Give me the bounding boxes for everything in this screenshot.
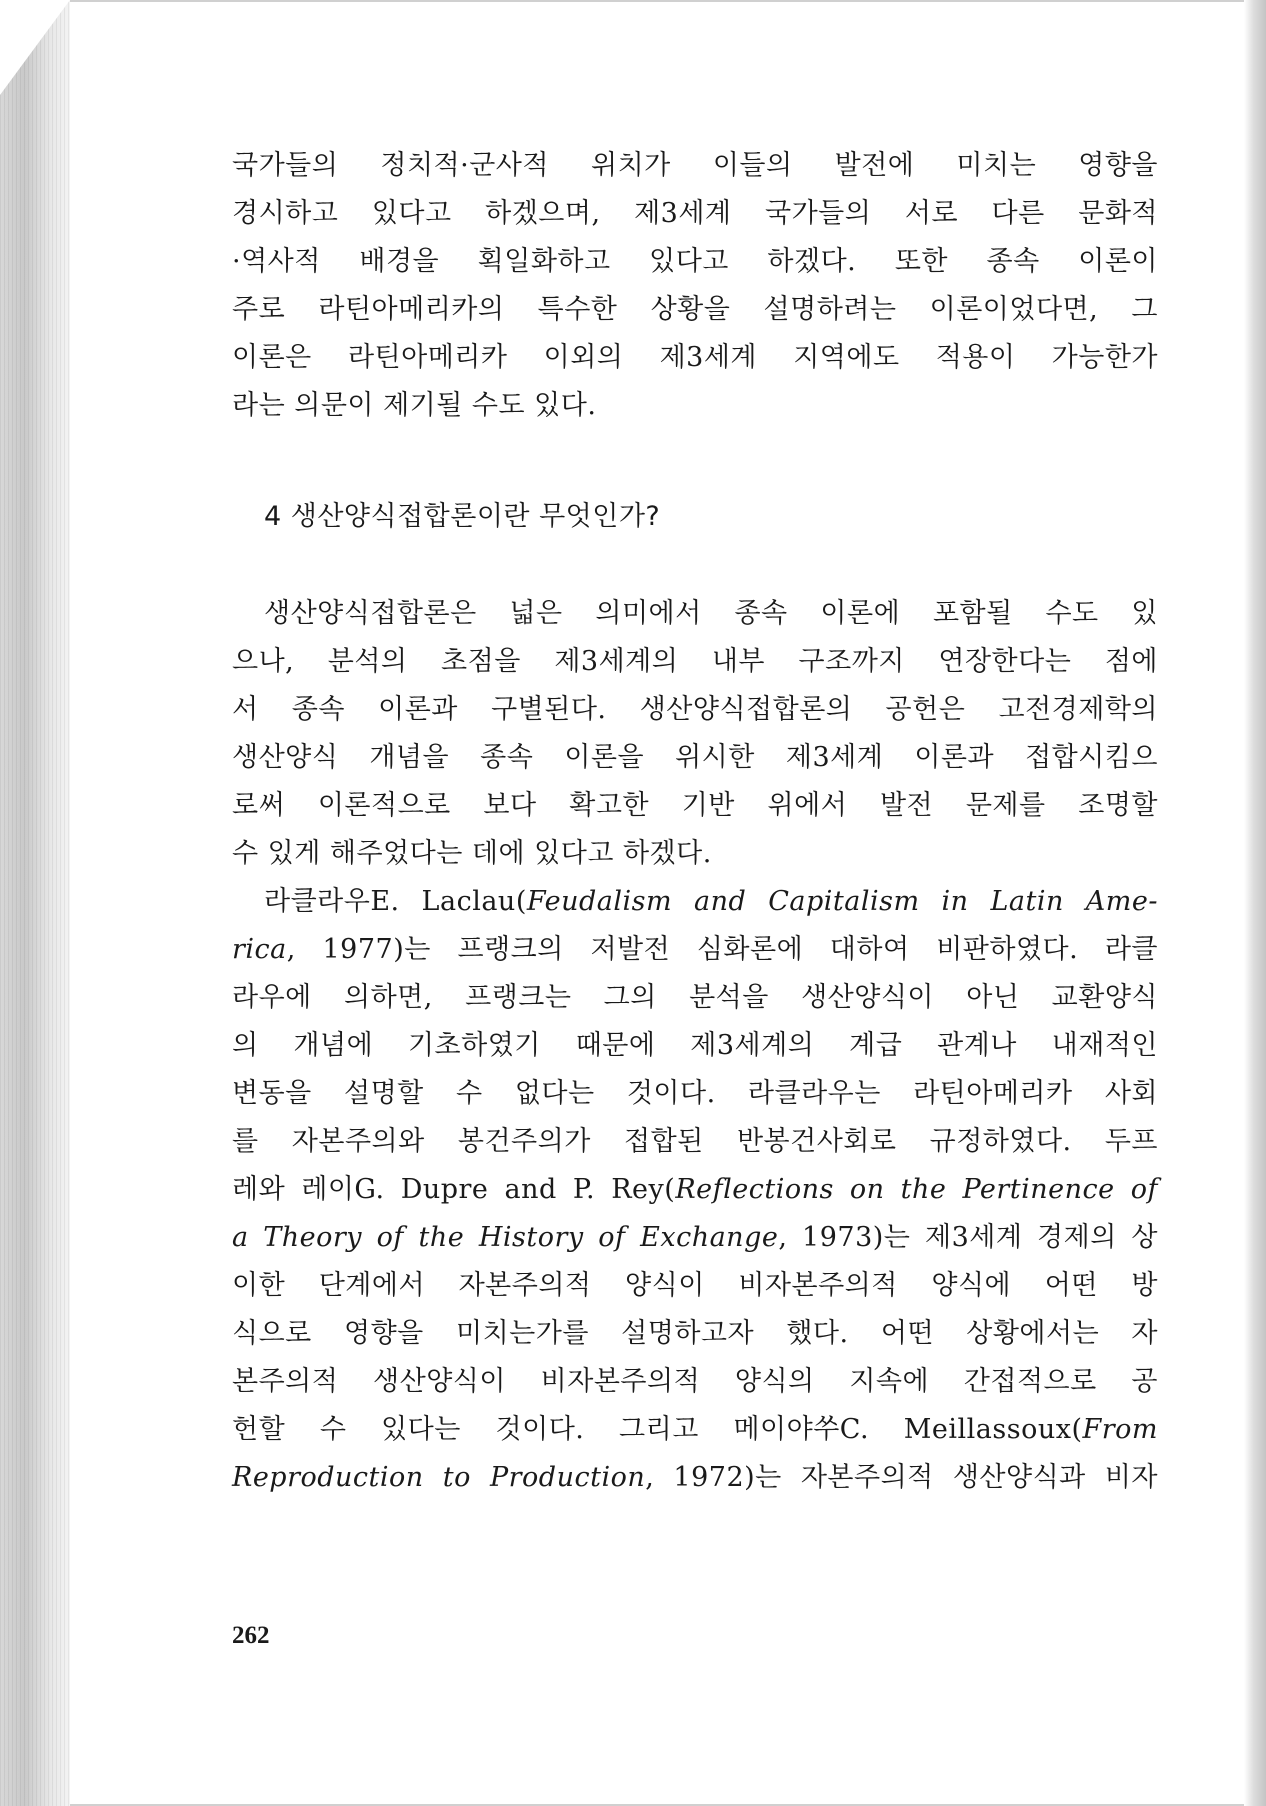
text-line	[232, 1454, 1158, 1502]
text-run: 라클라우E. Laclau(	[264, 886, 527, 917]
text-line: 주로 라틴아메리카의 특수한 상황을 설명하려는 이론이었다면, 그	[232, 294, 1158, 325]
text-run: 헌할 수 있다는 것이다. 그리고 메이야쑤C. Meillassoux(	[232, 1414, 1083, 1445]
text-line: 변동을 설명할 수 없다는 것이다. 라클라우는 라틴아메리카 사회	[232, 1078, 1158, 1109]
text-line: 경시하고 있다고 하겠으며, 제3세계 국가들의 서로 다른 문화적	[232, 198, 1158, 229]
book-title-text: From	[1082, 1414, 1158, 1445]
text-line: 생산양식 개념을 종속 이론을 위시한 제3세계 이론과 접합시킴으	[232, 742, 1158, 773]
text-line: 국가들의 정치적·군사적 위치가 이들의 발전에 미치는 영향을	[232, 150, 1158, 181]
page-right-shadow	[1244, 0, 1266, 1806]
text-run: , 1973)는 제3세계 경제의 상	[778, 1222, 1158, 1253]
book-title-text: Reflections on the Pertinence of	[675, 1174, 1158, 1205]
text-line: 라우에 의하면, 프랭크는 그의 분석을 생산양식이 아닌 교환양식	[232, 982, 1158, 1013]
text-line: 서 종속 이론과 구별된다. 생산양식접합론의 공헌은 고전경제학의	[232, 694, 1158, 725]
text-line: 라는 의문이 제기될 수도 있다.	[232, 390, 597, 421]
text-line: 생산양식접합론은 넓은 의미에서 종속 이론에 포함될 수도 있	[264, 598, 1158, 629]
text-line: 의 개념에 기초하였기 때문에 제3세계의 계급 관계나 내재적인	[232, 1030, 1158, 1061]
text-line: ·역사적 배경을 획일화하고 있다고 하겠다. 또한 종속 이론이	[232, 246, 1158, 277]
text-run: , 1972)는 자본주의적 생산양식과 비자	[645, 1462, 1159, 1493]
book-title-text: Reproduction to Production	[232, 1462, 646, 1493]
text-line	[232, 1166, 1158, 1214]
text-run: 레와 레이G. Dupre and P. Rey(	[232, 1174, 676, 1205]
book-title-text: rica	[232, 934, 287, 965]
text-line: 수 있게 해주었다는 데에 있다고 하겠다.	[232, 838, 712, 869]
text-line: 를 자본주의와 봉건주의가 접합된 반봉건사회로 규정하였다. 두프	[232, 1126, 1158, 1157]
text-line: 로써 이론적으로 보다 확고한 기반 위에서 발전 문제를 조명할	[232, 790, 1158, 821]
text-line	[232, 1214, 1158, 1262]
book-spine	[0, 0, 71, 1806]
page-number: 262	[232, 1622, 270, 1649]
text-line: 식으로 영향을 미치는가를 설명하고자 했다. 어떤 상황에서는 자	[232, 1318, 1158, 1349]
text-line: 이한 단계에서 자본주의적 양식이 비자본주의적 양식에 어떤 방	[232, 1270, 1158, 1301]
text-run: , 1977)는 프랭크의 저발전 심화론에 대하여 비판하였다. 라클	[286, 934, 1158, 965]
book-title-text: Feudalism and Capitalism in Latin Ame-	[526, 886, 1158, 917]
text-line	[232, 926, 1158, 974]
text-line: 이론은 라틴아메리카 이외의 제3세계 지역에도 적용이 가능한가	[232, 342, 1158, 373]
section-heading: 4 생산양식접합론이란 무엇인가?	[264, 501, 661, 532]
book-title-text: a Theory of the History of Exchange	[232, 1222, 779, 1253]
text-line	[232, 1406, 1158, 1454]
paragraph-intro	[232, 142, 1158, 430]
paragraph-main	[232, 590, 1158, 1502]
text-line: 으나, 분석의 초점을 제3세계의 내부 구조까지 연장한다는 점에	[232, 646, 1158, 677]
text-line	[232, 878, 1158, 926]
text-line: 본주의적 생산양식이 비자본주의적 양식의 지속에 간접적으로 공	[232, 1366, 1158, 1397]
page	[70, 2, 1244, 1804]
